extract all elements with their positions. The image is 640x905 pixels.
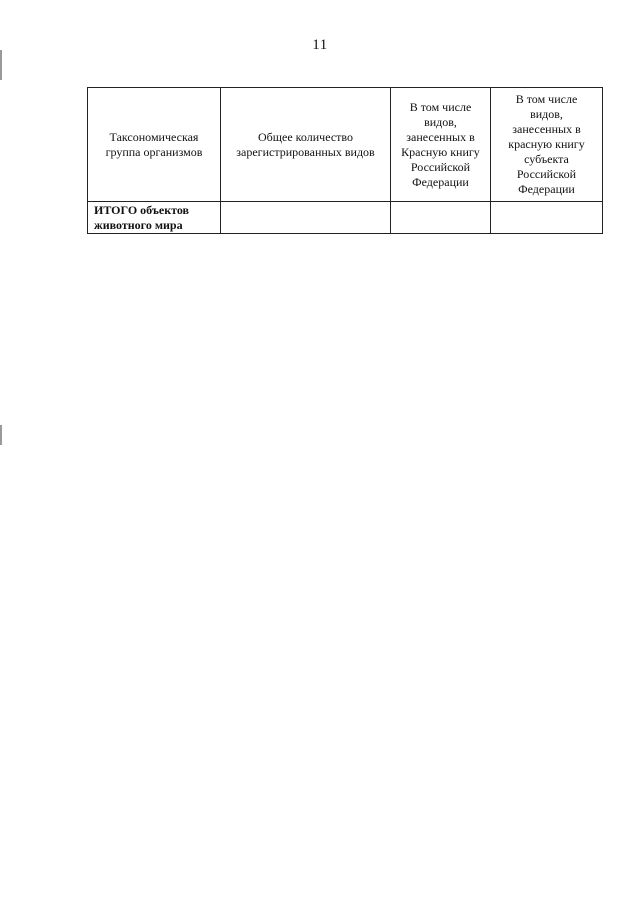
scan-margin-mark-top: [0, 50, 2, 80]
header-total-registered: [221, 88, 391, 202]
header-red-book-rf-label: В том числе видов, занесенных в Красную книгу Российской Федерации: [401, 99, 480, 189]
header-taxonomic-group-label: Таксономическая группа организмов: [105, 129, 203, 159]
red-book-rf-cell: [391, 202, 491, 234]
total-row-label: ИТОГО объектов животного мира: [88, 202, 221, 234]
page-number: 11: [312, 37, 328, 53]
table-row: [88, 202, 603, 234]
header-total-registered-label: Общее количество зарегистрированных видов: [236, 129, 375, 159]
species-summary-table: [87, 87, 603, 234]
header-red-book-subject-label: В том числе видов, занесенных в красную книгу субъекта Российской Федерации: [508, 92, 585, 196]
table-header-row: [88, 88, 603, 202]
scan-margin-mark-middle: [0, 425, 2, 445]
header-red-book-rf: [391, 88, 491, 202]
red-book-subject-cell: [491, 202, 603, 234]
header-taxonomic-group: [88, 88, 221, 202]
header-red-book-subject: [491, 88, 603, 202]
total-registered-cell: [221, 202, 391, 234]
